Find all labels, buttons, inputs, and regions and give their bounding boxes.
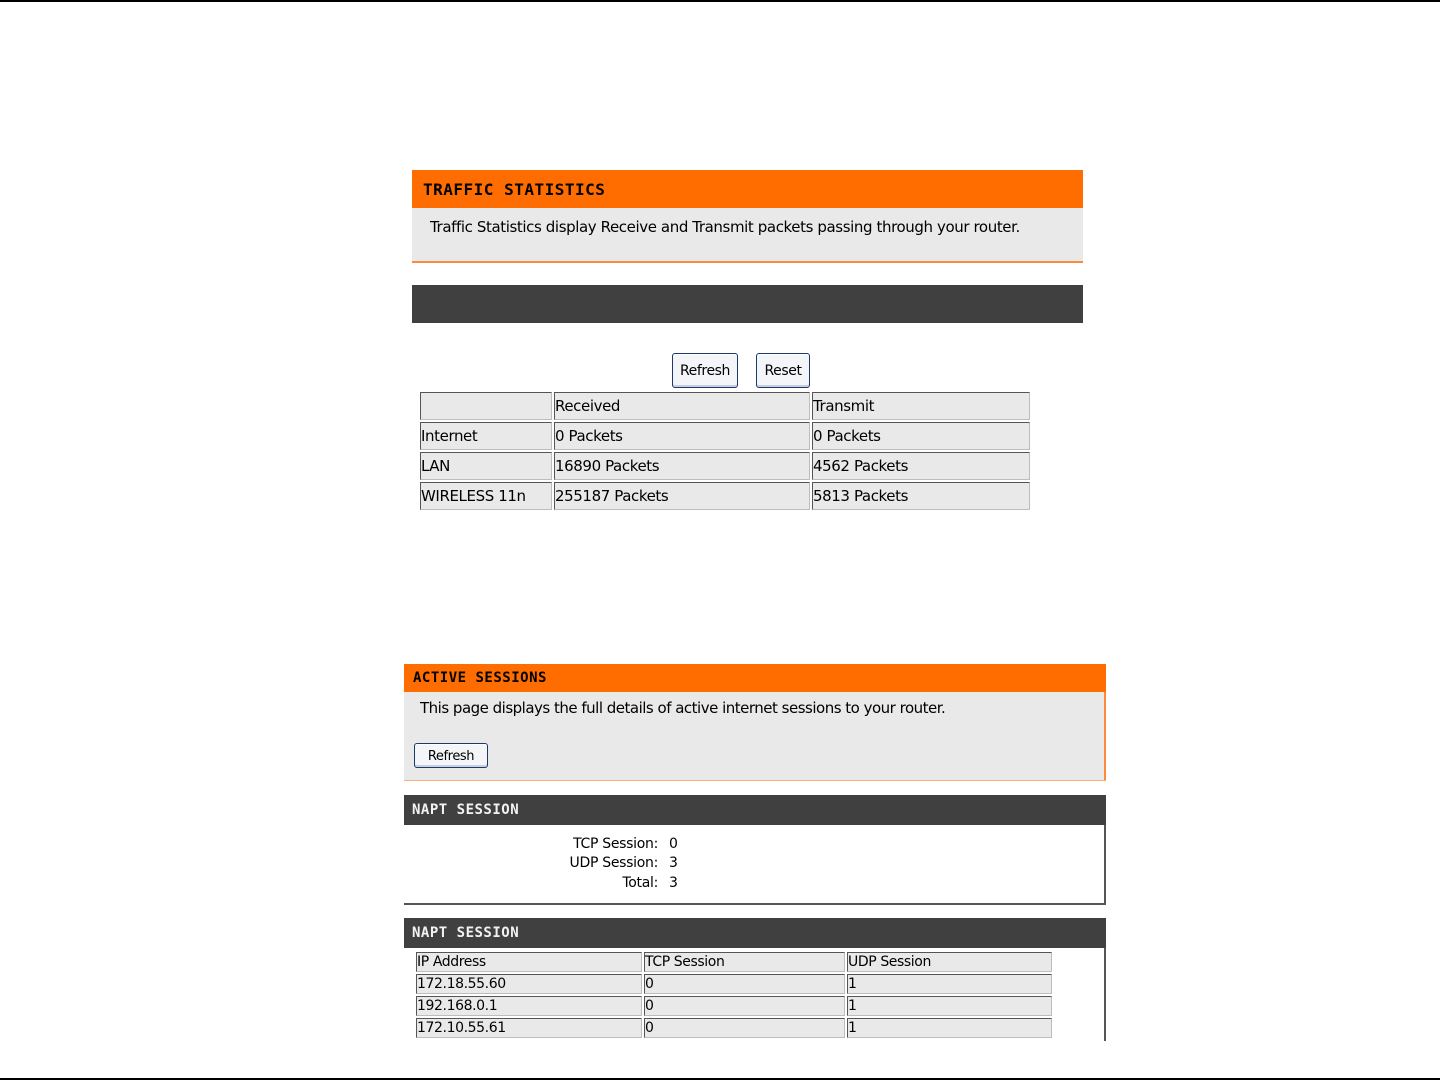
- table-header-cell: Received: [554, 392, 810, 420]
- napt-session-table: [414, 950, 1054, 1040]
- table-row: [420, 452, 1030, 480]
- table-row: [420, 482, 1030, 510]
- top-rule: [0, 0, 1440, 2]
- traffic-statistics-description: Traffic Statistics display Receive and Transmit packets passing through your router.: [430, 218, 1020, 236]
- traffic-statistics-table: [418, 390, 1032, 512]
- tcp-session-row: [404, 834, 704, 854]
- total-session-value: 3: [669, 875, 678, 891]
- ip-address-value: 192.168.0.1: [416, 996, 642, 1016]
- tcp-session-value: 0: [669, 836, 678, 852]
- transmit-value: 4562 Packets: [812, 452, 1030, 480]
- table-header-cell: [420, 392, 552, 420]
- traffic-statistics-description-box: [412, 208, 1083, 263]
- interface-label: WIRELESS 11n: [420, 482, 552, 510]
- total-session-row: [404, 873, 704, 893]
- tcp-session-count: 0: [644, 1018, 845, 1038]
- udp-session-count: 1: [847, 996, 1052, 1016]
- table-row: [416, 996, 1052, 1016]
- napt-session-detail-title: NAPT SESSION: [404, 918, 1106, 948]
- table-header-row: [420, 392, 1030, 420]
- traffic-button-row: [412, 353, 1083, 389]
- active-sessions-description-box: [404, 692, 1106, 781]
- traffic-statistics-title: TRAFFIC STATISTICS: [412, 170, 1083, 208]
- udp-session-row: [404, 853, 704, 873]
- bottom-rule: [0, 1078, 1440, 1080]
- received-value: 255187 Packets: [554, 482, 810, 510]
- refresh-button[interactable]: Refresh: [672, 353, 738, 388]
- udp-session-count: 1: [847, 974, 1052, 994]
- transmit-value: 5813 Packets: [812, 482, 1030, 510]
- active-sessions-title: ACTIVE SESSIONS: [404, 664, 1106, 692]
- sessions-refresh-button[interactable]: Refresh: [414, 743, 488, 768]
- udp-session-label: UDP Session:: [569, 855, 658, 871]
- table-header-cell: UDP Session: [847, 952, 1052, 972]
- udp-session-count: 1: [847, 1018, 1052, 1038]
- interface-label: Internet: [420, 422, 552, 450]
- napt-session-summary-title: NAPT SESSION: [404, 795, 1106, 825]
- table-row: [416, 974, 1052, 994]
- traffic-statistics-bar: [412, 285, 1083, 323]
- received-value: 16890 Packets: [554, 452, 810, 480]
- ip-address-value: 172.18.55.60: [416, 974, 642, 994]
- received-value: 0 Packets: [554, 422, 810, 450]
- transmit-value: 0 Packets: [812, 422, 1030, 450]
- ip-address-value: 172.10.55.61: [416, 1018, 642, 1038]
- total-session-label: Total:: [622, 875, 658, 891]
- udp-session-value: 3: [669, 855, 678, 871]
- table-header-row: [416, 952, 1052, 972]
- tcp-session-count: 0: [644, 974, 845, 994]
- interface-label: LAN: [420, 452, 552, 480]
- traffic-statistics-panel: [412, 170, 1083, 505]
- table-header-cell: TCP Session: [644, 952, 845, 972]
- napt-session-detail: [404, 948, 1106, 1041]
- tcp-session-label: TCP Session:: [573, 836, 658, 852]
- active-sessions-description: This page displays the full details of active internet sessions to your router.: [420, 699, 946, 717]
- table-header-cell: IP Address: [416, 952, 642, 972]
- table-header-cell: Transmit: [812, 392, 1030, 420]
- napt-session-summary: [404, 825, 1106, 905]
- table-row: [420, 422, 1030, 450]
- reset-button[interactable]: Reset: [756, 353, 810, 388]
- active-sessions-panel: [404, 664, 1106, 1041]
- table-row: [416, 1018, 1052, 1038]
- tcp-session-count: 0: [644, 996, 845, 1016]
